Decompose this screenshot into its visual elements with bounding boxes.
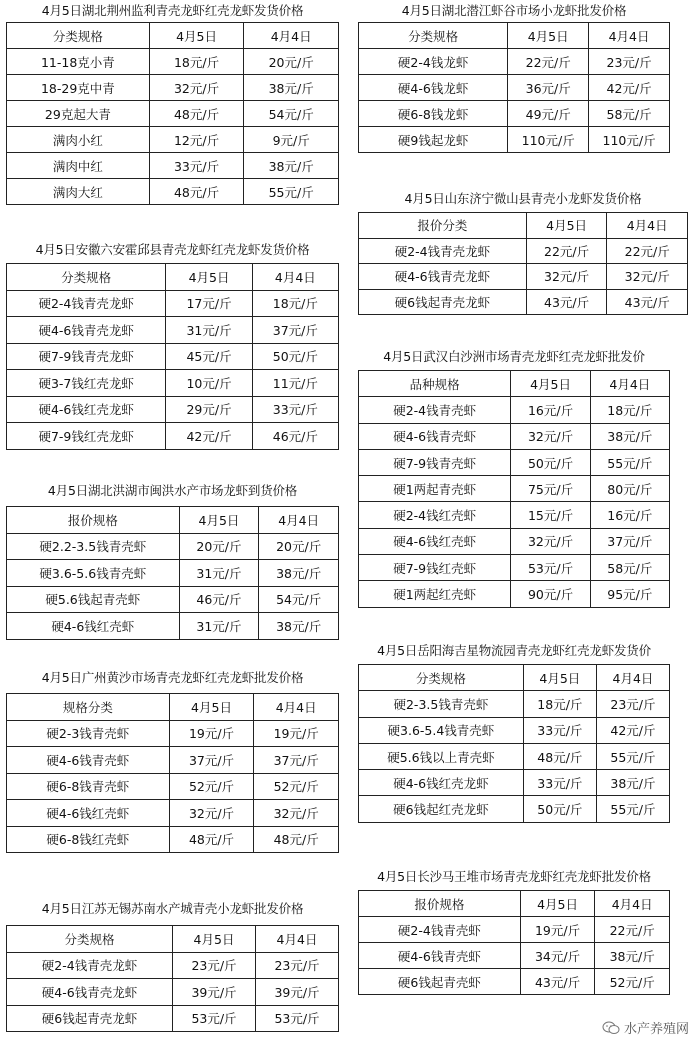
table-row [7, 370, 339, 397]
price-block [358, 642, 670, 823]
spec-cell: 硬4-6钱龙虾 [359, 75, 508, 101]
spec-cell: 硬9钱起龙虾 [359, 127, 508, 153]
price-table [358, 664, 670, 823]
price-table [358, 890, 670, 995]
table-row [7, 533, 339, 560]
spec-cell: 硬4-6钱红壳龙虾 [7, 396, 166, 423]
price-cell: 75元/斤 [511, 476, 590, 502]
header-cell: 4月5日 [173, 926, 256, 953]
price-cell: 53元/斤 [256, 1005, 339, 1032]
header-cell: 4月4日 [252, 264, 338, 291]
wechat-icon [602, 1021, 620, 1035]
spec-cell: 硬4-6钱青壳龙虾 [7, 979, 173, 1006]
table-title: 4月5日山东济宁微山县青壳小龙虾发货价格 [404, 191, 642, 206]
table-row [359, 943, 670, 969]
price-cell: 17元/斤 [166, 290, 252, 317]
price-cell: 42元/斤 [589, 75, 670, 101]
price-cell: 29元/斤 [166, 396, 252, 423]
price-cell: 95元/斤 [590, 581, 669, 607]
header-cell: 4月4日 [256, 926, 339, 953]
header-cell: 4月5日 [526, 213, 607, 239]
price-cell: 110元/斤 [589, 127, 670, 153]
spec-cell: 硬2-4钱青壳龙虾 [359, 238, 527, 264]
header-cell: 4月5日 [166, 264, 252, 291]
price-cell: 39元/斤 [256, 979, 339, 1006]
price-table [6, 263, 339, 450]
price-cell: 20元/斤 [259, 533, 339, 560]
price-cell: 80元/斤 [590, 476, 669, 502]
price-cell: 110元/斤 [508, 127, 589, 153]
price-cell: 16元/斤 [511, 397, 590, 423]
table-header-row [7, 23, 339, 49]
price-cell: 55元/斤 [596, 743, 669, 769]
price-cell: 52元/斤 [254, 773, 339, 800]
price-cell: 31元/斤 [179, 560, 259, 587]
price-cell: 48元/斤 [149, 179, 244, 205]
spec-cell: 硬2-3.5钱青壳虾 [359, 691, 524, 717]
spec-cell: 满肉大红 [7, 179, 150, 205]
spec-cell: 硬4-6钱青壳虾 [7, 747, 170, 774]
spec-cell: 硬3-7钱红壳龙虾 [7, 370, 166, 397]
price-cell: 10元/斤 [166, 370, 252, 397]
table-row [359, 969, 670, 995]
table-row [7, 179, 339, 205]
price-table [6, 693, 339, 853]
price-cell: 32元/斤 [607, 264, 688, 290]
spec-cell: 硬2-4钱青壳虾 [359, 397, 511, 423]
spec-cell: 硬2-4钱青壳龙虾 [7, 952, 173, 979]
spec-cell: 硬7-9钱青壳龙虾 [7, 343, 166, 370]
table-row [7, 773, 339, 800]
price-cell: 45元/斤 [166, 343, 252, 370]
price-cell: 58元/斤 [590, 555, 669, 581]
header-cell: 报价分类 [359, 213, 527, 239]
spec-cell: 硬7-9钱红壳虾 [359, 555, 511, 581]
spec-cell: 硬4-6钱青壳虾 [359, 943, 521, 969]
price-cell: 12元/斤 [149, 127, 244, 153]
price-cell: 42元/斤 [166, 423, 252, 450]
price-table [6, 506, 339, 640]
header-cell: 分类规格 [359, 665, 524, 691]
table-row [7, 317, 339, 344]
price-cell: 33元/斤 [149, 153, 244, 179]
table-row [7, 747, 339, 774]
header-cell: 报价规格 [7, 507, 180, 534]
price-cell: 48元/斤 [149, 101, 244, 127]
price-cell: 16元/斤 [590, 502, 669, 528]
price-cell: 38元/斤 [595, 943, 670, 969]
price-cell: 18元/斤 [590, 397, 669, 423]
price-cell: 32元/斤 [526, 264, 607, 290]
table-row [7, 613, 339, 640]
spec-cell: 硬6钱起青壳虾 [359, 969, 521, 995]
price-cell: 23元/斤 [589, 49, 670, 75]
table-title: 4月5日武汉白沙洲市场青壳龙虾红壳龙虾批发价 [383, 349, 645, 364]
table-row [359, 528, 670, 554]
price-cell: 50元/斤 [252, 343, 338, 370]
table-row [7, 979, 339, 1006]
spec-cell: 硬6-8钱青壳虾 [7, 773, 170, 800]
price-cell: 33元/斤 [252, 396, 338, 423]
price-cell: 31元/斤 [166, 317, 252, 344]
spec-cell: 硬2-4钱青壳龙虾 [7, 290, 166, 317]
spec-cell: 硬4-6钱青壳龙虾 [7, 317, 166, 344]
spec-cell: 硬3.6-5.6钱青壳虾 [7, 560, 180, 587]
table-row [7, 586, 339, 613]
table-row [359, 743, 670, 769]
price-cell: 11元/斤 [252, 370, 338, 397]
table-row [359, 75, 670, 101]
price-cell: 55元/斤 [596, 796, 669, 822]
price-block [358, 868, 670, 995]
table-row [359, 449, 670, 475]
price-cell: 32元/斤 [169, 800, 254, 827]
table-row [7, 75, 339, 101]
price-cell: 22元/斤 [526, 238, 607, 264]
price-cell: 54元/斤 [244, 101, 339, 127]
price-cell: 20元/斤 [179, 533, 259, 560]
price-cell: 18元/斤 [252, 290, 338, 317]
spec-cell: 硬4-6钱红壳虾 [359, 528, 511, 554]
table-row [359, 476, 670, 502]
spec-cell: 硬6钱起青壳龙虾 [7, 1005, 173, 1032]
spec-cell: 硬2-4钱红壳虾 [359, 502, 511, 528]
price-cell: 38元/斤 [259, 613, 339, 640]
price-cell: 19元/斤 [520, 917, 595, 943]
price-cell: 50元/斤 [511, 449, 590, 475]
table-header-row [359, 23, 670, 49]
header-cell: 4月4日 [244, 23, 339, 49]
price-cell: 48元/斤 [523, 743, 596, 769]
table-row [7, 1005, 339, 1032]
price-block [358, 190, 688, 315]
price-cell: 22元/斤 [607, 238, 688, 264]
price-cell: 19元/斤 [169, 720, 254, 747]
header-cell: 4月5日 [523, 665, 596, 691]
price-cell: 48元/斤 [254, 826, 339, 853]
price-cell: 49元/斤 [508, 101, 589, 127]
spec-cell: 满肉中红 [7, 153, 150, 179]
price-cell: 23元/斤 [173, 952, 256, 979]
table-header-row [359, 891, 670, 917]
price-block [6, 241, 339, 450]
table-row [7, 952, 339, 979]
table-row [359, 691, 670, 717]
price-cell: 31元/斤 [179, 613, 259, 640]
price-table [358, 212, 688, 315]
header-cell: 分类规格 [359, 23, 508, 49]
price-cell: 38元/斤 [244, 153, 339, 179]
spec-cell: 18-29克中青 [7, 75, 150, 101]
price-cell: 38元/斤 [596, 770, 669, 796]
table-row [359, 555, 670, 581]
price-table [6, 22, 339, 205]
price-cell: 22元/斤 [508, 49, 589, 75]
price-cell: 52元/斤 [595, 969, 670, 995]
spec-cell: 硬2.2-3.5钱青壳虾 [7, 533, 180, 560]
spec-cell: 硬4-6钱青壳虾 [359, 423, 511, 449]
price-cell: 36元/斤 [508, 75, 589, 101]
price-cell: 18元/斤 [523, 691, 596, 717]
price-cell: 90元/斤 [511, 581, 590, 607]
table-row [359, 397, 670, 423]
price-cell: 37元/斤 [252, 317, 338, 344]
header-cell: 4月5日 [508, 23, 589, 49]
price-cell: 43元/斤 [526, 289, 607, 315]
price-cell: 34元/斤 [520, 943, 595, 969]
watermark [602, 1018, 689, 1037]
header-cell: 分类规格 [7, 264, 166, 291]
price-cell: 55元/斤 [244, 179, 339, 205]
price-cell: 38元/斤 [244, 75, 339, 101]
table-row [359, 49, 670, 75]
table-header-row [359, 213, 688, 239]
price-cell: 50元/斤 [523, 796, 596, 822]
table-header-row [359, 665, 670, 691]
price-block [358, 348, 670, 608]
price-cell: 20元/斤 [244, 49, 339, 75]
spec-cell: 硬4-6钱红壳龙虾 [359, 770, 524, 796]
price-cell: 48元/斤 [169, 826, 254, 853]
table-header-row [7, 264, 339, 291]
price-cell: 42元/斤 [596, 717, 669, 743]
price-cell: 37元/斤 [254, 747, 339, 774]
price-cell: 46元/斤 [252, 423, 338, 450]
table-row [7, 423, 339, 450]
spec-cell: 满肉小红 [7, 127, 150, 153]
table-row [7, 290, 339, 317]
price-cell: 58元/斤 [589, 101, 670, 127]
spec-cell: 硬4-6钱红壳虾 [7, 800, 170, 827]
price-cell: 9元/斤 [244, 127, 339, 153]
table-title: 4月5日安徽六安霍邱县青壳龙虾红壳龙虾发货价格 [35, 242, 310, 257]
table-row [359, 127, 670, 153]
price-cell: 15元/斤 [511, 502, 590, 528]
price-cell: 43元/斤 [520, 969, 595, 995]
spec-cell: 硬2-4钱青壳虾 [359, 917, 521, 943]
table-row [7, 343, 339, 370]
table-title: 4月5日湖北潜江虾谷市场小龙虾批发价格 [401, 3, 627, 18]
table-row [359, 717, 670, 743]
table-row [7, 800, 339, 827]
spec-cell: 硬3.6-5.4钱青壳虾 [359, 717, 524, 743]
price-cell: 32元/斤 [254, 800, 339, 827]
table-row [7, 720, 339, 747]
price-cell: 37元/斤 [590, 528, 669, 554]
spec-cell: 硬1两起红壳虾 [359, 581, 511, 607]
spec-cell: 硬4-6钱红壳虾 [7, 613, 180, 640]
spec-cell: 11-18克小青 [7, 49, 150, 75]
price-cell: 33元/斤 [523, 770, 596, 796]
table-row [7, 153, 339, 179]
price-cell: 23元/斤 [596, 691, 669, 717]
spec-cell: 硬6钱起红壳龙虾 [359, 796, 524, 822]
header-cell: 品种规格 [359, 371, 511, 397]
spec-cell: 硬6钱起青壳龙虾 [359, 289, 527, 315]
spec-cell: 硬2-4钱龙虾 [359, 49, 508, 75]
price-cell: 37元/斤 [169, 747, 254, 774]
price-cell: 39元/斤 [173, 979, 256, 1006]
spec-cell: 硬6-8钱红壳虾 [7, 826, 170, 853]
table-row [359, 264, 688, 290]
spec-cell: 硬2-3钱青壳虾 [7, 720, 170, 747]
header-cell: 分类规格 [7, 23, 150, 49]
table-row [359, 289, 688, 315]
price-cell: 53元/斤 [173, 1005, 256, 1032]
table-row [359, 238, 688, 264]
price-cell: 38元/斤 [259, 560, 339, 587]
spec-cell: 硬7-9钱红壳龙虾 [7, 423, 166, 450]
table-row [359, 581, 670, 607]
table-header-row [7, 507, 339, 534]
table-title: 4月5日长沙马王堆市场青壳龙虾红壳龙虾批发价格 [377, 869, 651, 884]
table-row [359, 770, 670, 796]
spec-cell: 硬6-8钱龙虾 [359, 101, 508, 127]
header-cell: 4月4日 [589, 23, 670, 49]
price-cell: 32元/斤 [511, 423, 590, 449]
header-cell: 报价规格 [359, 891, 521, 917]
spec-cell: 硬1两起青壳虾 [359, 476, 511, 502]
header-cell: 规格分类 [7, 694, 170, 721]
price-block [6, 2, 339, 205]
price-cell: 38元/斤 [590, 423, 669, 449]
header-cell: 4月5日 [149, 23, 244, 49]
spec-cell: 硬7-9钱青壳虾 [359, 449, 511, 475]
watermark-text: 水产养殖网 [623, 1022, 689, 1037]
header-cell: 4月5日 [169, 694, 254, 721]
price-cell: 23元/斤 [256, 952, 339, 979]
price-cell: 53元/斤 [511, 555, 590, 581]
table-header-row [7, 926, 339, 953]
price-cell: 54元/斤 [259, 586, 339, 613]
header-cell: 4月5日 [179, 507, 259, 534]
table-row [7, 101, 339, 127]
price-cell: 19元/斤 [254, 720, 339, 747]
table-row [7, 127, 339, 153]
price-cell: 32元/斤 [149, 75, 244, 101]
table-title: 4月5日广州黄沙市场青壳龙虾红壳龙虾批发价格 [41, 670, 304, 685]
price-table [6, 925, 339, 1032]
header-cell: 4月4日 [254, 694, 339, 721]
price-table [358, 22, 670, 153]
table-title: 4月5日湖北荆州监利青壳龙虾红壳龙虾发货价格 [41, 3, 304, 18]
header-cell: 分类规格 [7, 926, 173, 953]
table-title: 4月5日岳阳海吉星物流园青壳龙虾红壳龙虾发货价 [377, 643, 651, 658]
table-row [359, 796, 670, 822]
table-row [359, 101, 670, 127]
price-table [358, 370, 670, 608]
table-row [7, 560, 339, 587]
table-title: 4月5日湖北洪湖市闽洪水产市场龙虾到货价格 [47, 483, 298, 498]
table-row [359, 502, 670, 528]
header-cell: 4月4日 [607, 213, 688, 239]
spec-cell: 硬5.6钱以上青壳虾 [359, 743, 524, 769]
price-cell: 43元/斤 [607, 289, 688, 315]
price-cell: 18元/斤 [149, 49, 244, 75]
price-cell: 33元/斤 [523, 717, 596, 743]
header-cell: 4月5日 [511, 371, 590, 397]
table-row [359, 423, 670, 449]
table-header-row [7, 694, 339, 721]
table-header-row [359, 371, 670, 397]
table-row [359, 917, 670, 943]
table-row [7, 826, 339, 853]
table-title: 4月5日江苏无锡苏南水产城青壳小龙虾批发价格 [41, 901, 304, 916]
price-block [358, 2, 670, 153]
spec-cell: 硬4-6钱青壳龙虾 [359, 264, 527, 290]
header-cell: 4月4日 [595, 891, 670, 917]
spec-cell: 29克起大青 [7, 101, 150, 127]
table-row [7, 49, 339, 75]
price-block [6, 669, 339, 853]
header-cell: 4月4日 [259, 507, 339, 534]
price-cell: 46元/斤 [179, 586, 259, 613]
header-cell: 4月5日 [520, 891, 595, 917]
price-cell: 55元/斤 [590, 449, 669, 475]
price-cell: 32元/斤 [511, 528, 590, 554]
price-cell: 22元/斤 [595, 917, 670, 943]
header-cell: 4月4日 [596, 665, 669, 691]
price-block [6, 482, 339, 640]
spec-cell: 硬5.6钱起青壳虾 [7, 586, 180, 613]
price-block [6, 900, 339, 1032]
header-cell: 4月4日 [590, 371, 669, 397]
table-row [7, 396, 339, 423]
price-cell: 52元/斤 [169, 773, 254, 800]
